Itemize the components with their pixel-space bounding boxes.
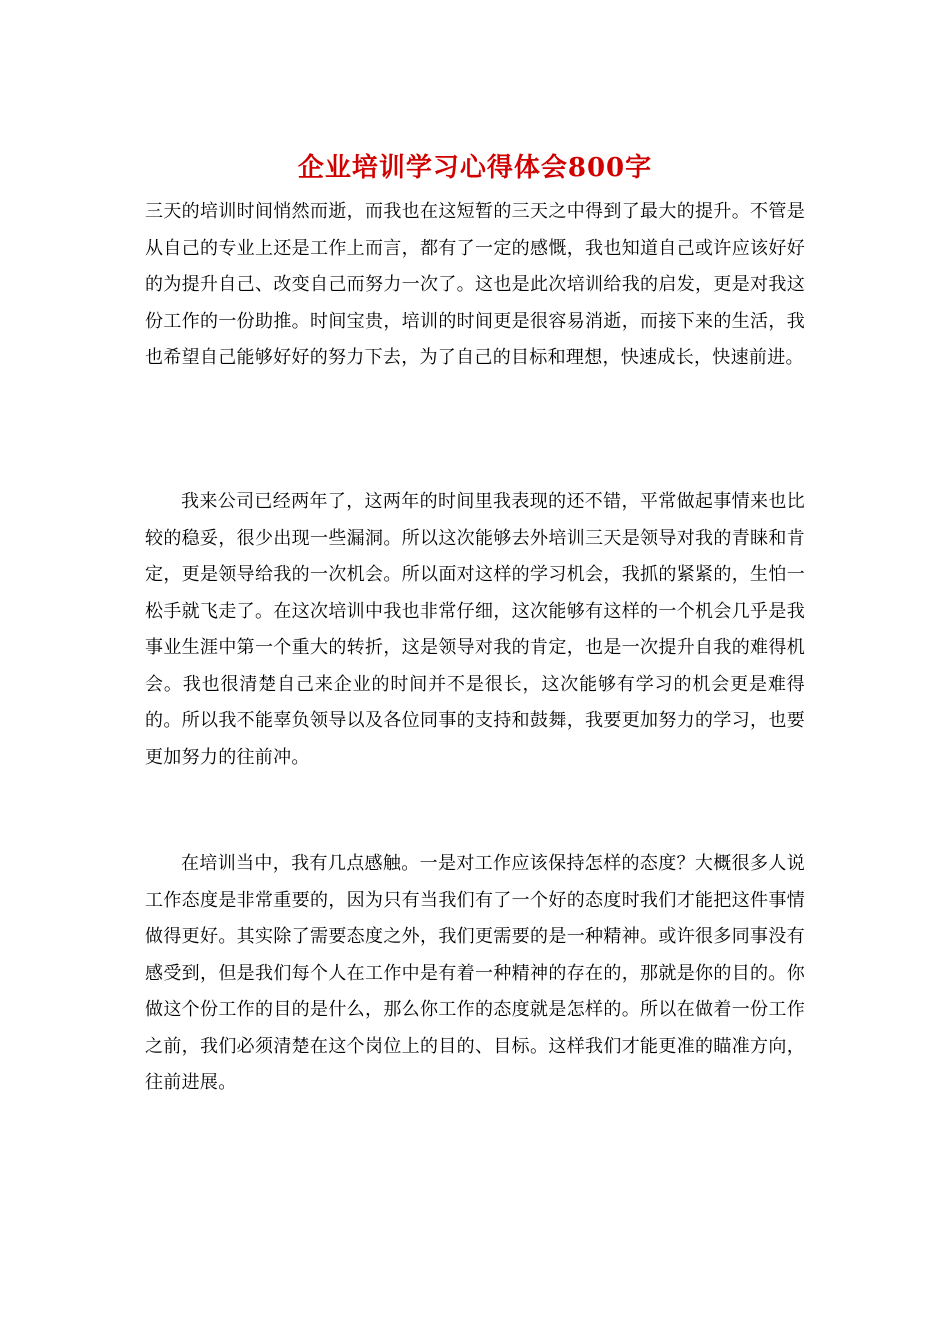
paragraph-1: 三天的培训时间悄然而逝，而我也在这短暂的三天之中得到了最大的提升。不管是从自己的专业上还是工作上而言，都有了一定的感慨，我也知道自己或许应该好好的为提升自己、改变自己而努力一次了。这也是此次培训给我的启发，更是对我这份工作的一份助推。时间宝贵，培训的时间更是很容易消逝，而接下来的生活，我也希望自己能够好好的努力下去，为了自己的目标和理想，快速成长，快速前进。 xyxy=(145,201,805,368)
paragraph-3: 在培训当中，我有几点感触。一是对工作应该保持怎样的态度？大概很多人说工作态度是非常重要的，因为只有当我们有了一个好的态度时我们才能把这件事情做得更好。其实除了需要态度之外，我们更需要的是一种精神。或许很多同事没有感受到，但是我们每个人在工作中是有着一种精神的存在的，那就是你的目的。你做这个份工作的目的是什么，那么你工作的态度就是怎样的。所以在做着一份工作之前，我们必须清楚在这个岗位上的目的、目标。这样我们才能更准的瞄准方向，往前进展。 xyxy=(145,853,805,1093)
document-title: 企业培训学习心得体会800字 xyxy=(297,153,653,183)
paragraph-2: 我来公司已经两年了，这两年的时间里我表现的还不错，平常做起事情来也比较的稳妥，很少出现一些漏洞。所以这次能够去外培训三天是领导对我的青睐和肯定，更是领导给我的一次机会。所以面对这样的学习机会，我抓的紧紧的，生怕一松手就飞走了。在这次培训中我也非常仔细，这次能够有这样的一个机会几乎是我事业生涯中第一个重大的转折，这是领导对我的肯定，也是一次提升自我的难得机会。我也很清楚自己来企业的时间并不是很长，这次能够有学习的机会更是难得的。所以我不能辜负领导以及各位同事的支持和鼓舞，我要更加努力的学习，也要更加努力的往前冲。 xyxy=(145,491,805,768)
